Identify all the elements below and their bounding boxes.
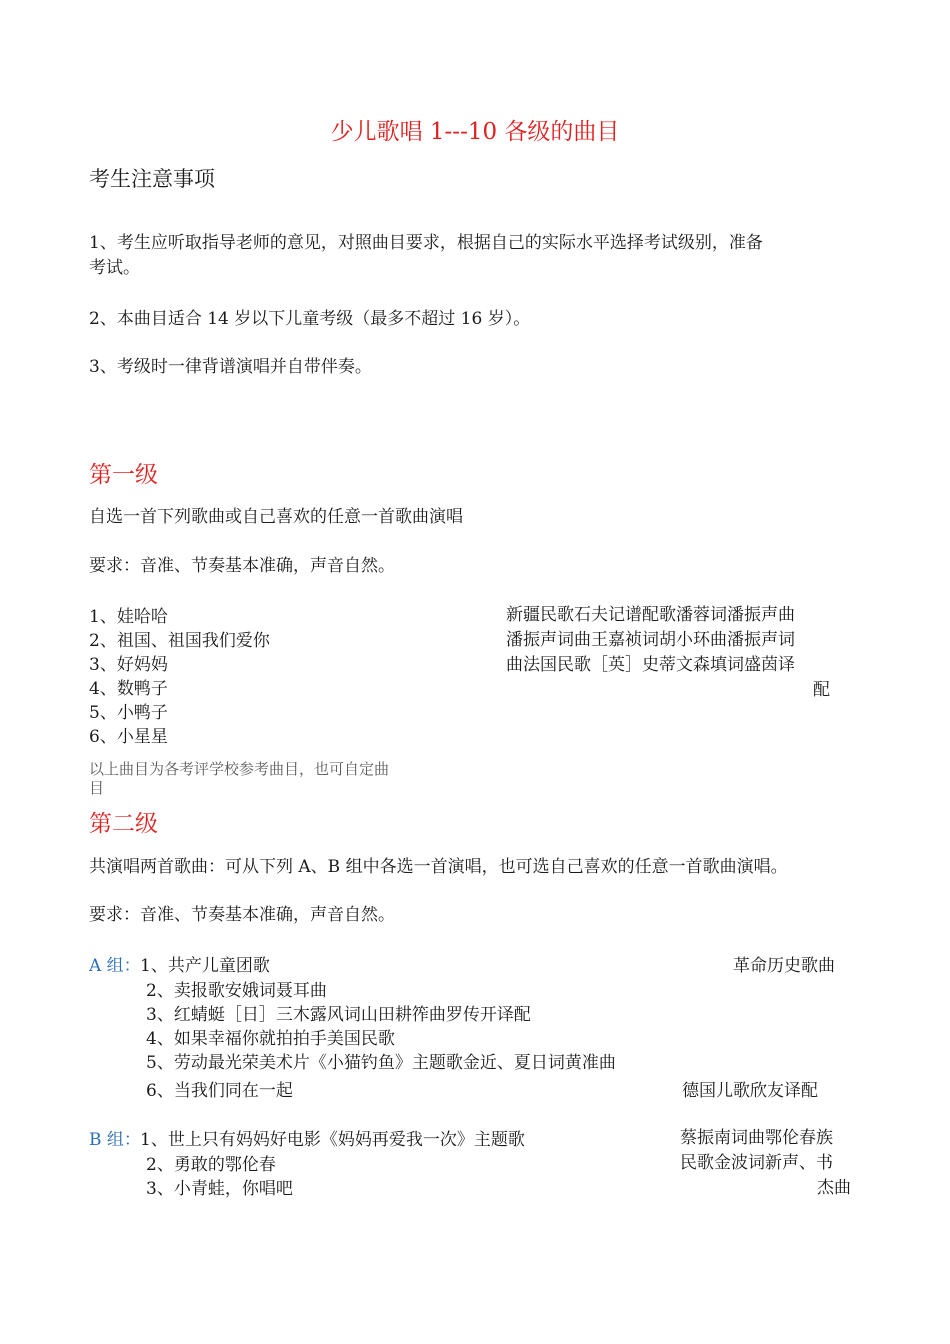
level2-requirement: 要求：音准、节奏基本准确，声音自然。: [89, 905, 395, 925]
list-item: 2、勇敢的鄂伦春: [146, 1155, 276, 1175]
level2-heading: 第二级: [89, 811, 158, 837]
level2-intro: 共演唱两首歌曲：可从下列 A、B 组中各选一首演唱，也可选自己喜欢的任意一首歌曲演唱。: [89, 857, 788, 877]
level1-credit-line: 潘振声词曲王嘉祯词胡小环曲潘振声词: [506, 630, 795, 650]
group-a-credit: 德国儿歌欣友译配: [682, 1081, 818, 1101]
level1-heading: 第一级: [89, 462, 158, 488]
list-item: 3、红蜻蜓［日］三木露风词山田耕筰曲罗传开译配: [146, 1005, 531, 1025]
group-b-label: B 组：: [89, 1130, 141, 1150]
group-b-credit-line: 民歌金波词新声、书: [680, 1153, 833, 1173]
list-item: 3、好妈妈: [89, 655, 168, 675]
group-a-credit: 革命历史歌曲: [733, 956, 835, 976]
level1-requirement: 要求：音准、节奏基本准确，声音自然。: [89, 556, 395, 576]
list-item: 6、小星星: [89, 727, 168, 747]
list-item: 1、娃哈哈: [89, 607, 168, 627]
level1-credit-line: 新疆民歌石夫记谱配歌潘蓉词潘振声曲: [506, 605, 795, 625]
notice-item-1-cont: 考试。: [89, 258, 140, 278]
group-b-credit-line: 杰曲: [817, 1178, 851, 1198]
list-item: 1、共产儿童团歌: [140, 956, 270, 976]
notice-heading: 考生注意事项: [89, 167, 215, 191]
level1-intro: 自选一首下列歌曲或自己喜欢的任意一首歌曲演唱: [89, 507, 463, 527]
group-b-credit-line: 蔡振南词曲鄂伦春族: [680, 1128, 833, 1148]
notice-item-1: 1、考生应听取指导老师的意见，对照曲目要求，根据自己的实际水平选择考试级别，准备: [89, 233, 763, 253]
list-item: 4、如果幸福你就拍拍手美国民歌: [146, 1029, 395, 1049]
level1-footnote: 以上曲目为各考评学校参考曲目，也可自定曲: [89, 760, 390, 778]
level1-credit-line: 曲法国民歌［英］史蒂文森填词盛茵译: [506, 655, 795, 675]
list-item: 4、数鸭子: [89, 679, 168, 699]
list-item: 5、小鸭子: [89, 703, 168, 723]
list-item: 6、当我们同在一起: [146, 1081, 293, 1101]
level1-credit-line: 配: [813, 680, 830, 700]
notice-item-2: 2、本曲目适合 14 岁以下儿童考级（最多不超过 16 岁）。: [89, 309, 531, 329]
list-item: 1、世上只有妈妈好电影《妈妈再爱我一次》主题歌: [140, 1130, 525, 1150]
list-item: 3、小青蛙，你唱吧: [146, 1179, 293, 1199]
list-item: 2、卖报歌安娥词聂耳曲: [146, 981, 327, 1001]
page-title: 少儿歌唱 1---10 各级的曲目: [330, 119, 620, 145]
notice-item-3: 3、考级时一律背谱演唱并自带伴奏。: [89, 357, 372, 377]
list-item: 2、祖国、祖国我们爱你: [89, 631, 270, 651]
group-a-label: A 组：: [89, 956, 141, 976]
level1-footnote-cont: 目: [89, 779, 105, 797]
list-item: 5、劳动最光荣美术片《小猫钓鱼》主题歌金近、夏日词黄准曲: [146, 1053, 616, 1073]
